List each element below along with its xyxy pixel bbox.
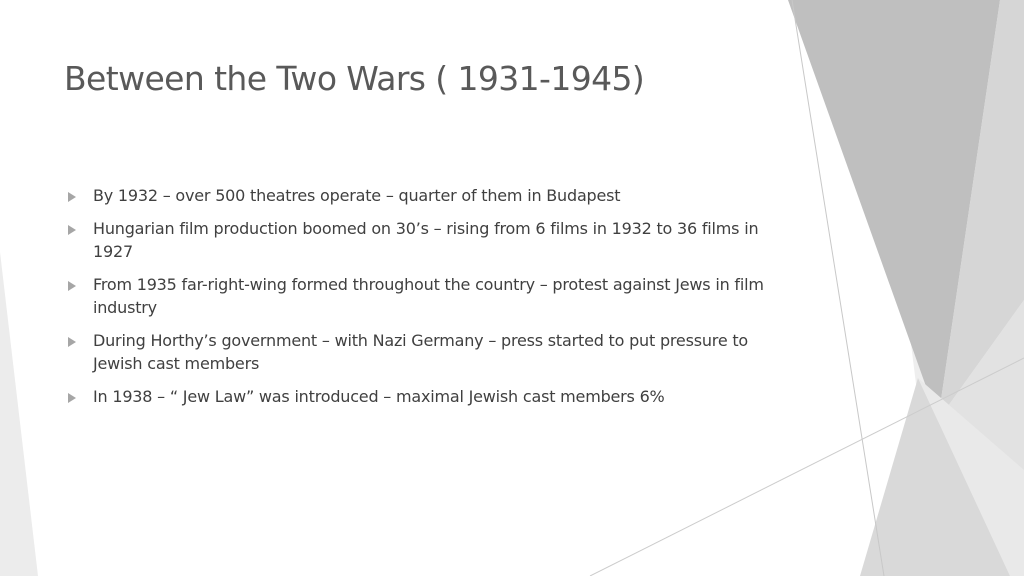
bullet-list bbox=[64, 184, 776, 418]
bullet-text: In 1938 – “ Jew Law” was introduced – maximal Jewish cast members 6% bbox=[93, 387, 665, 406]
list-item bbox=[64, 273, 776, 319]
bullet-text: During Horthy’s government – with Nazi Germany – press started to put pressure to Jewish cast members bbox=[93, 331, 749, 373]
list-item bbox=[64, 184, 776, 207]
bullet-text: From 1935 far-right-wing formed throughout the country – protest against Jews in film industry bbox=[93, 275, 764, 317]
triangle-bullet-icon bbox=[68, 192, 76, 202]
bullet-text: By 1932 – over 500 theatres operate – quarter of them in Budapest bbox=[93, 186, 621, 205]
triangle-bullet-icon bbox=[68, 225, 76, 235]
bullet-text: Hungarian film production boomed on 30’s – rising from 6 films in 1932 to 36 films in 1927 bbox=[93, 219, 759, 261]
page-title: Between the Two Wars ( 1931-1945) bbox=[64, 59, 645, 98]
list-item bbox=[64, 329, 776, 375]
list-item bbox=[64, 217, 776, 263]
triangle-bullet-icon bbox=[68, 337, 76, 347]
left-edge-shape bbox=[0, 252, 38, 576]
list-item bbox=[64, 385, 776, 408]
triangle-bullet-icon bbox=[68, 393, 76, 403]
triangle-bullet-icon bbox=[68, 281, 76, 291]
